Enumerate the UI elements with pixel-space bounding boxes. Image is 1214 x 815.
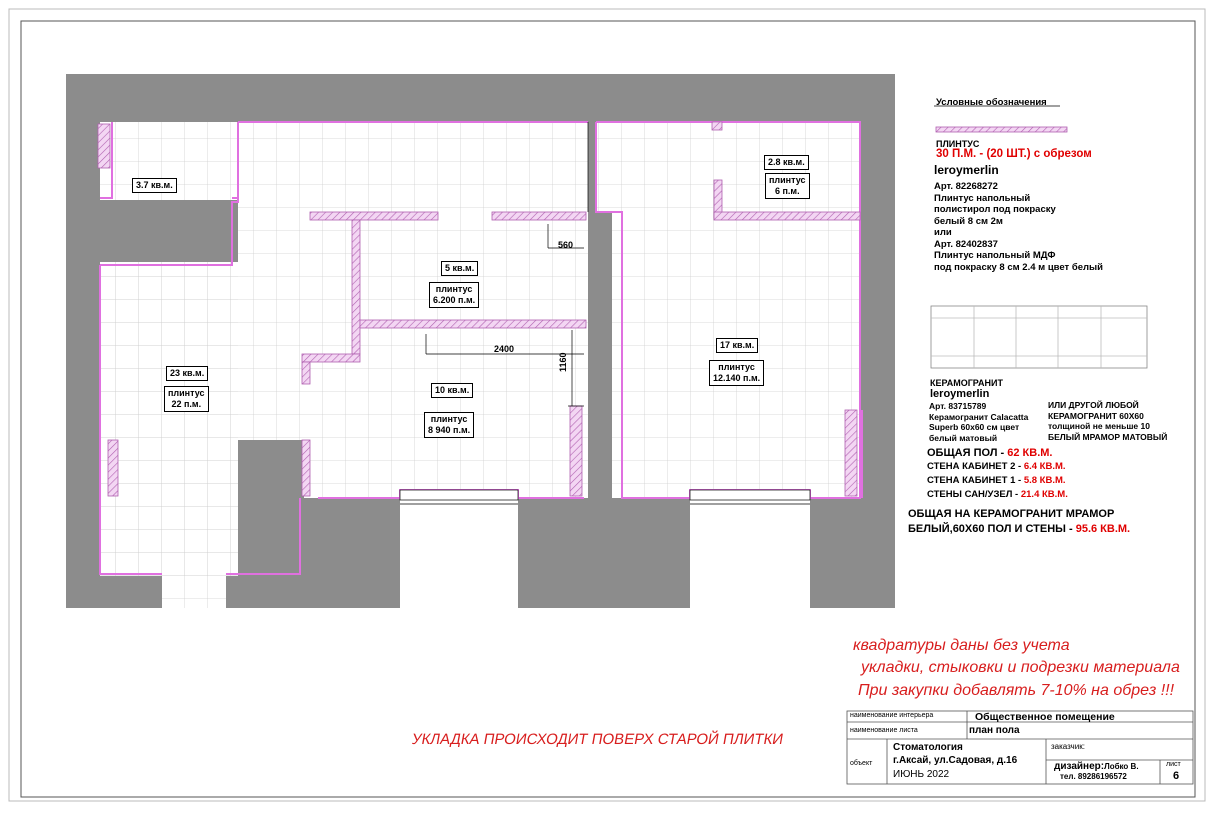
dimension-1160: 1160 (558, 352, 568, 372)
note-bottom: УКЛАДКА ПРОИСХОДИТ ПОВЕРХ СТАРОЙ ПЛИТКИ (410, 731, 785, 748)
legend-desc-line: под покраску 8 см 2.4 м цвет белый (934, 261, 1103, 273)
room-area-text: 10 кв.м. (435, 385, 470, 395)
tb-sheet-label: лист (1166, 761, 1181, 768)
dimension-2400: 2400 (494, 344, 515, 354)
tb-designer-name: Лобко В. (1104, 762, 1139, 771)
room-label-3-7 (132, 178, 177, 193)
total-value: 6.4 КВ.М. (1023, 461, 1066, 472)
note-line-3: При закупки добавлять 7-10% на обрез !!! (858, 682, 1175, 699)
plinth-value: 8 940 п.м. (428, 425, 471, 435)
room-plinth-5 (429, 282, 479, 308)
plinth-value: 6.200 п.м. (433, 295, 476, 305)
legend-grand-total (908, 507, 1130, 537)
room-area-text: 2.8 кв.м. (768, 157, 805, 167)
legend-desc-line: БЕЛЫЙ МРАМОР МАТОВЫЙ (1048, 431, 1168, 442)
tb-interior-value: Общественное помещение (975, 711, 1115, 723)
total-label: СТЕНЫ САН/УЗЕЛ - (927, 489, 1021, 500)
legend-desc-line: Плинтус напольный (934, 192, 1031, 204)
total-value: 5.8 КВ.М. (1023, 475, 1066, 486)
room-plinth-23 (164, 386, 209, 412)
grand-total-line1: ОБЩАЯ НА КЕРАМОГРАНИТ МРАМОР (908, 508, 1115, 520)
legend-plinth-title: ПЛИНТУС (936, 139, 980, 149)
plinth-label: плинтус (168, 388, 205, 398)
legend-desc-line: КЕРАМОГРАНИТ 60Х60 (1048, 410, 1144, 421)
room-label-2-8 (764, 155, 809, 170)
room-label-5 (441, 261, 478, 276)
grand-total-label: БЕЛЫЙ,60Х60 ПОЛ И СТЕНЫ - (908, 523, 1076, 535)
legend-desc-line: Керамогранит Calacatta (929, 411, 1029, 422)
room-plinth-17 (709, 360, 764, 386)
total-label: ОБЩАЯ ПОЛ - (927, 447, 1008, 459)
legend-totals (927, 446, 1068, 502)
tb-designer-label: дизайнер: (1054, 761, 1105, 772)
total-wall-cab2 (927, 460, 1068, 474)
room-area-text: 5 кв.м. (445, 263, 475, 273)
legend-store-1: leroymerlin (934, 163, 999, 177)
tb-sheet-name-label: наименование листа (850, 727, 918, 734)
total-label: СТЕНА КАБИНЕТ 1 - (927, 475, 1024, 486)
tb-object-label: объект (850, 760, 873, 767)
note-line-1: квадратуры даны без учета (853, 637, 1070, 654)
legend-desc-line: Superb 60x60 см цвет (929, 422, 1020, 432)
note-line-2: укладки, стыковки и подрезки материала (861, 659, 1180, 676)
tb-object-line2: г.Аксай, ул.Садовая, д.16 (893, 755, 1018, 766)
plinth-label: плинтус (769, 175, 806, 185)
legend-plinth-desc (934, 181, 1103, 273)
legend-alt-desc (1048, 400, 1167, 442)
legend-desc-line: толщиной не меньше 10 (1048, 421, 1150, 431)
tb-sheet-name-value: план пола (969, 725, 1020, 736)
plinth-value: 22 п.м. (171, 399, 202, 409)
total-value: 62 КВ.М. (1007, 447, 1053, 459)
tb-object-line1: Стоматология (893, 742, 963, 753)
legend-desc-line: ИЛИ ДРУГОЙ ЛЮБОЙ (1048, 400, 1139, 410)
tb-designer (1054, 761, 1139, 772)
room-plinth-10 (424, 412, 474, 438)
plinth-label: плинтус (435, 284, 473, 294)
legend-desc-line: Арт. 83715789 (929, 401, 987, 411)
dimension-560: 560 (558, 240, 574, 250)
total-wall-cab1 (927, 474, 1068, 488)
legend-tile-sample (931, 306, 1147, 368)
legend-desc-line: Арт. 82402837 (934, 238, 998, 250)
plinth-label: плинтус (718, 362, 755, 372)
room-label-17 (716, 338, 758, 353)
tb-customer-label: заказчик: (1051, 742, 1085, 751)
legend-desc-line: белый 8 см 2м (934, 215, 1003, 227)
legend-plinth-qty: 30 П.М. - (20 ШТ.) с обрезом (936, 148, 1092, 160)
legend-desc-line: белый матовый (929, 432, 998, 443)
total-wall-wc (927, 488, 1068, 502)
plinth-label: плинтус (430, 414, 468, 424)
plinth-value: 12.140 п.м. (713, 373, 761, 383)
room-area-text: 23 кв.м. (170, 368, 205, 378)
room-area-text: 17 кв.м. (720, 340, 755, 350)
legend-store-2: leroymerlin (930, 388, 990, 400)
tb-object-line3: ИЮНЬ 2022 (893, 769, 950, 780)
plinth-value: 6 п.м. (774, 186, 800, 196)
grand-total-line2 (908, 522, 1130, 537)
room-area-text: 3.7 кв.м. (136, 180, 173, 190)
tb-interior-label: наименование интерьера (850, 712, 934, 719)
legend-desc-line: или (934, 227, 952, 238)
room-label-23 (166, 366, 208, 381)
tb-sheet-number: 6 (1173, 770, 1180, 782)
room-plinth-2-8 (765, 173, 810, 199)
room-label-10 (431, 383, 473, 398)
legend-desc-line: Арт. 82268272 (934, 181, 998, 192)
tb-phone: тел. 89286196572 (1060, 772, 1127, 781)
legend-desc-line: Плинтус напольный МДФ (934, 250, 1056, 261)
legend-plinth-sample (936, 127, 1067, 132)
total-label: СТЕНА КАБИНЕТ 2 - (927, 461, 1024, 472)
total-value: 21.4 КВ.М. (1020, 489, 1068, 500)
grand-total-value: 95.6 КВ.М. (1075, 523, 1131, 535)
legend-title: Условные обозначения (936, 97, 1047, 108)
legend-ceramic-title: КЕРАМОГРАНИТ (930, 378, 1003, 388)
legend-desc-line: полистирол под покраску (934, 204, 1056, 215)
legend-ceramic-desc (929, 401, 1028, 443)
total-floor (927, 446, 1068, 460)
